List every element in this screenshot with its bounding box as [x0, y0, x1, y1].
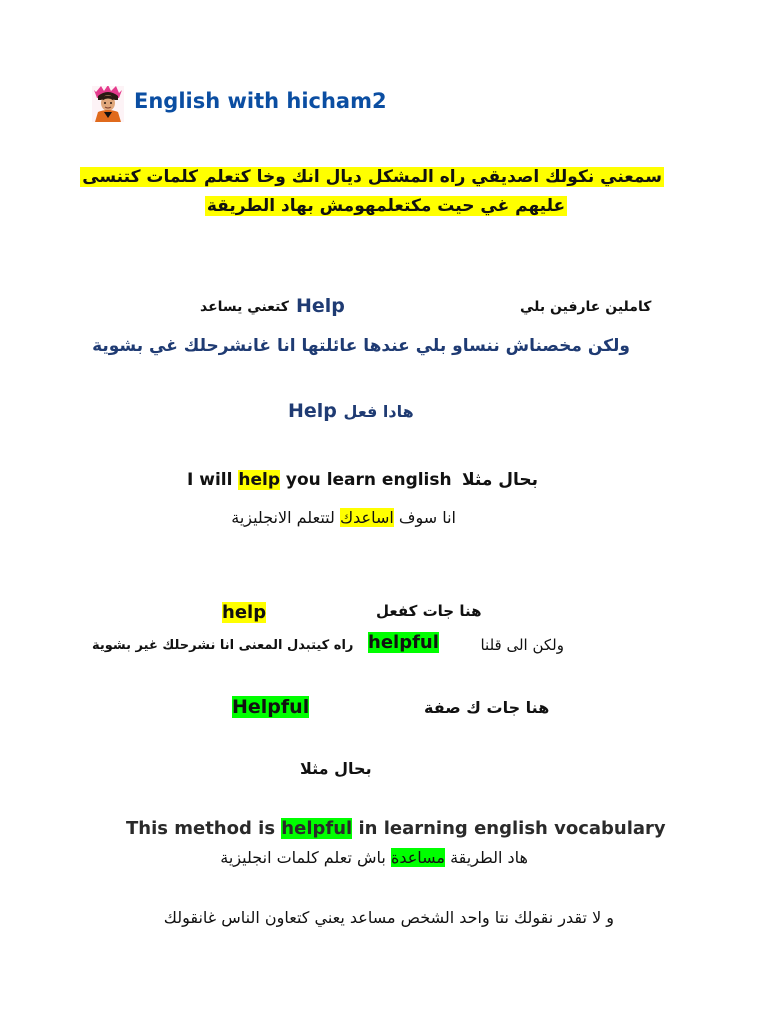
intro-paragraph — [82, 163, 664, 221]
example-label: بحال مثلا — [300, 759, 372, 778]
meaning-text: كتعني يساعد — [200, 299, 289, 315]
verb-usage-label: هنا جات كفعل — [376, 602, 482, 620]
helpful-highlight: Helpful — [232, 696, 310, 718]
sentence-part: هاد الطريقة — [444, 848, 528, 867]
verb-label: هادا فعل — [343, 402, 414, 421]
but-if-text: ولكن الى قلنا — [480, 636, 564, 654]
closing-sentence: و لا تقدر نقولك نتا واحد الشخص مساعد يعني كتعاون الناس غانقولك — [163, 908, 614, 927]
person-avatar-icon — [92, 86, 124, 122]
sentence-part: I will — [187, 470, 239, 490]
sentence-part: you learn english — [280, 470, 452, 490]
example-label: بحال مثلا — [462, 470, 539, 490]
known-text: كاملين عارفين بلي — [520, 299, 652, 315]
helpful-word: helpful — [368, 632, 439, 653]
highlighted-word: help — [238, 470, 280, 490]
example-arabic-translation — [206, 508, 456, 527]
helpful-explanation-line — [92, 632, 564, 660]
example-english-sentence — [187, 470, 452, 490]
adjective-usage-label: هنا جات ك صفة — [424, 698, 550, 717]
help-highlight: help — [222, 602, 267, 623]
verb-word: Help — [288, 400, 337, 422]
sentence-part: in learning english vocabulary — [352, 818, 666, 839]
highlighted-word: اساعدك — [339, 508, 394, 527]
verb-heading — [288, 400, 414, 422]
sentence-part: باش تعلم كلمات انجليزية — [220, 848, 391, 867]
sentence-part: This method is — [126, 818, 282, 839]
highlighted-word: مساعدة — [390, 848, 445, 867]
intro-line-1: سمعني نكولك اصديقي راه المشكل ديال انك وخا كتعلم كلمات كتنسى — [82, 167, 662, 187]
highlighted-word: helpful — [281, 818, 353, 839]
sentence-part: انا سوف — [393, 508, 456, 527]
help-word: Help — [296, 295, 345, 317]
example-english-sentence — [126, 818, 666, 839]
family-note: ولكن مخصناش ننساو بلي عندها عائلتها انا غانشرحلك غي بشوية — [92, 336, 630, 356]
intro-line-2: عليهم غي حيت مكتعلمهومش بهاد الطريقة — [206, 196, 566, 216]
sentence-part: لتتعلم الانجليزية — [231, 508, 340, 527]
page-title: English with hicham2 — [134, 89, 387, 113]
meaning-changes-text: راه كيتبدل المعنى انا نشرحلك غير بشوية — [92, 638, 354, 653]
example-arabic-translation — [206, 848, 528, 867]
